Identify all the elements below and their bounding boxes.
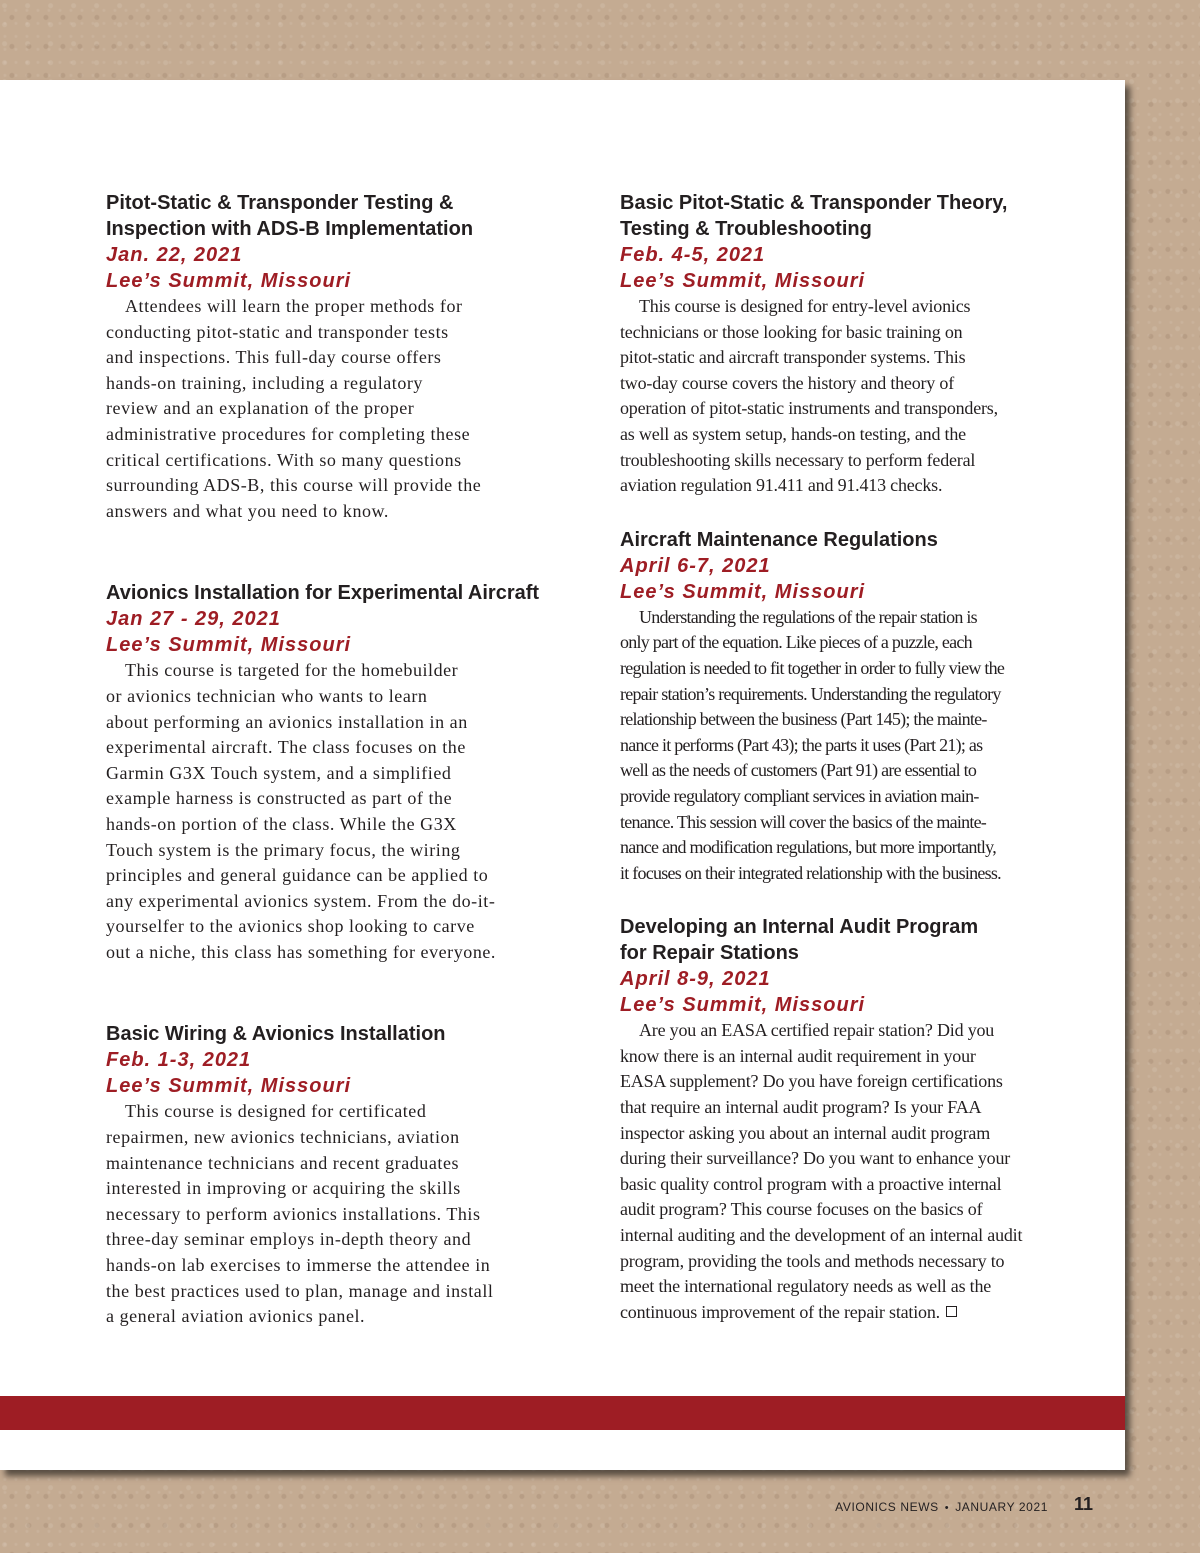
course-description: Are you an EASA certified repair station? Did you know there is an internal audit requirement in your EASA supplement? Do you have foreign certifications that require an internal audit program? Is your FAA inspector asking you about an internal audit program during their surveillance? Do you want to enhance your basic quality control program with a proactive internal audit program? This course focuses on the basics of internal auditing and the development of an internal audit program, providing the tools and methods necessary to meet the international regulatory needs as well as the continuous improvement of the repair station. <box>620 1020 1023 1322</box>
course-date: Jan. 22, 2021 <box>106 244 243 266</box>
page-footer <box>835 1500 1048 1514</box>
course-title: Developing an Internal Audit Program for Repair Stations <box>620 916 979 965</box>
course-title: Pitot-Static & Transponder Testing & Inspection with ADS-B Implementation <box>106 192 474 240</box>
course-title: Basic Wiring & Avionics Installation <box>106 1023 446 1046</box>
course-date: April 6-7, 2021 <box>620 554 771 577</box>
accent-band <box>0 1396 1125 1430</box>
magazine-page <box>0 80 1125 1470</box>
course-entry <box>106 190 546 524</box>
course-title: Basic Pitot-Static & Transponder Theory, Testing & Troubleshooting <box>620 192 1008 240</box>
right-column <box>620 190 1060 1325</box>
course-date: Feb. 1-3, 2021 <box>106 1049 252 1072</box>
course-date: April 8-9, 2021 <box>620 968 771 991</box>
course-title: Aircraft Maintenance Regulations <box>620 528 938 551</box>
course-location: Lee’s Summit, Missouri <box>620 580 866 603</box>
course-date: Feb. 4-5, 2021 <box>620 244 766 266</box>
course-entry <box>106 580 546 965</box>
course-title: Avionics Installation for Experimental Aircraft <box>106 582 540 605</box>
course-location: Lee’s Summit, Missouri <box>620 270 866 292</box>
course-description: This course is designed for entry-level avionics technicians or those looking for basic training on pitot-static and aircraft transponder systems. This two-day course covers the history and theory of operation of pitot-static instruments and transponders, as well as system setup, hands-on testing, and the troubleshooting skills necessary to perform federal aviation regulation 91.411 and 91.413 checks. <box>620 296 998 496</box>
course-description: This course is designed for certificated repairmen, new avionics technicians, aviation maintenance technicians and recent graduates interested in improving or acquiring the skills necessary to perform avionics installations. This three-day seminar employs in-depth theory and hands-on lab exercises to immerse the attendee in the best practices used to plan, manage and install a general aviation avionics panel. <box>106 1101 494 1327</box>
course-entry <box>620 190 1060 499</box>
course-location: Lee’s Summit, Missouri <box>106 634 352 657</box>
course-description: This course is targeted for the homebuilder or avionics technician who wants to learn about performing an avionics installation in an experimental aircraft. The class focuses on the Garmin G3X Touch system, and a simplified example harness is constructed as part of the hands-on portion of the class. While the G3X Touch system is the primary focus, the wiring principles and general guidance can be applied to any experimental avionics system. From the do-it- yourselfer to the avionics shop looking to carve out a niche, this class has something for everyone. <box>106 660 496 962</box>
footer-separator: • <box>944 1502 950 1514</box>
course-description: Attendees will learn the proper methods for conducting pitot-static and transponder tests and inspections. This full-day course offers hands-on training, including a regulatory review and an explanation of the proper administrative procedures for completing these critical certifications. With so many questions surrounding ADS-B, this course will provide the answers and what you need to know. <box>106 296 482 521</box>
publication-name: AVIONICS NEWS <box>835 1500 939 1514</box>
issue-date: JANUARY 2021 <box>955 1500 1048 1514</box>
course-entry <box>106 1021 546 1329</box>
left-column <box>106 190 546 1330</box>
course-entry <box>620 527 1060 887</box>
course-date: Jan 27 - 29, 2021 <box>106 608 281 631</box>
course-entry <box>620 914 1060 1325</box>
course-location: Lee’s Summit, Missouri <box>620 994 866 1017</box>
end-of-article-icon <box>946 1306 957 1317</box>
page-number: 11 <box>1074 1494 1094 1514</box>
course-location: Lee’s Summit, Missouri <box>106 270 352 292</box>
course-location: Lee’s Summit, Missouri <box>106 1075 352 1098</box>
course-description: Understanding the regulations of the repair station is only part of the equation. Like pieces of a puzzle, each regulation is needed to fit together in order to fully view the repair station’s requirements. Understanding the regulatory relationship between the business (Part 145); the mainte- nance it performs (Part 43); the parts it uses (Part 21); as well as the needs of customers (Part 91) are essential to provide regulatory compliant services in aviation main- tenance. This session will cover the basics of the mainte- nance and modification regulations, but more importantly, it focuses on their integrated relationship with the business. <box>620 606 1005 883</box>
